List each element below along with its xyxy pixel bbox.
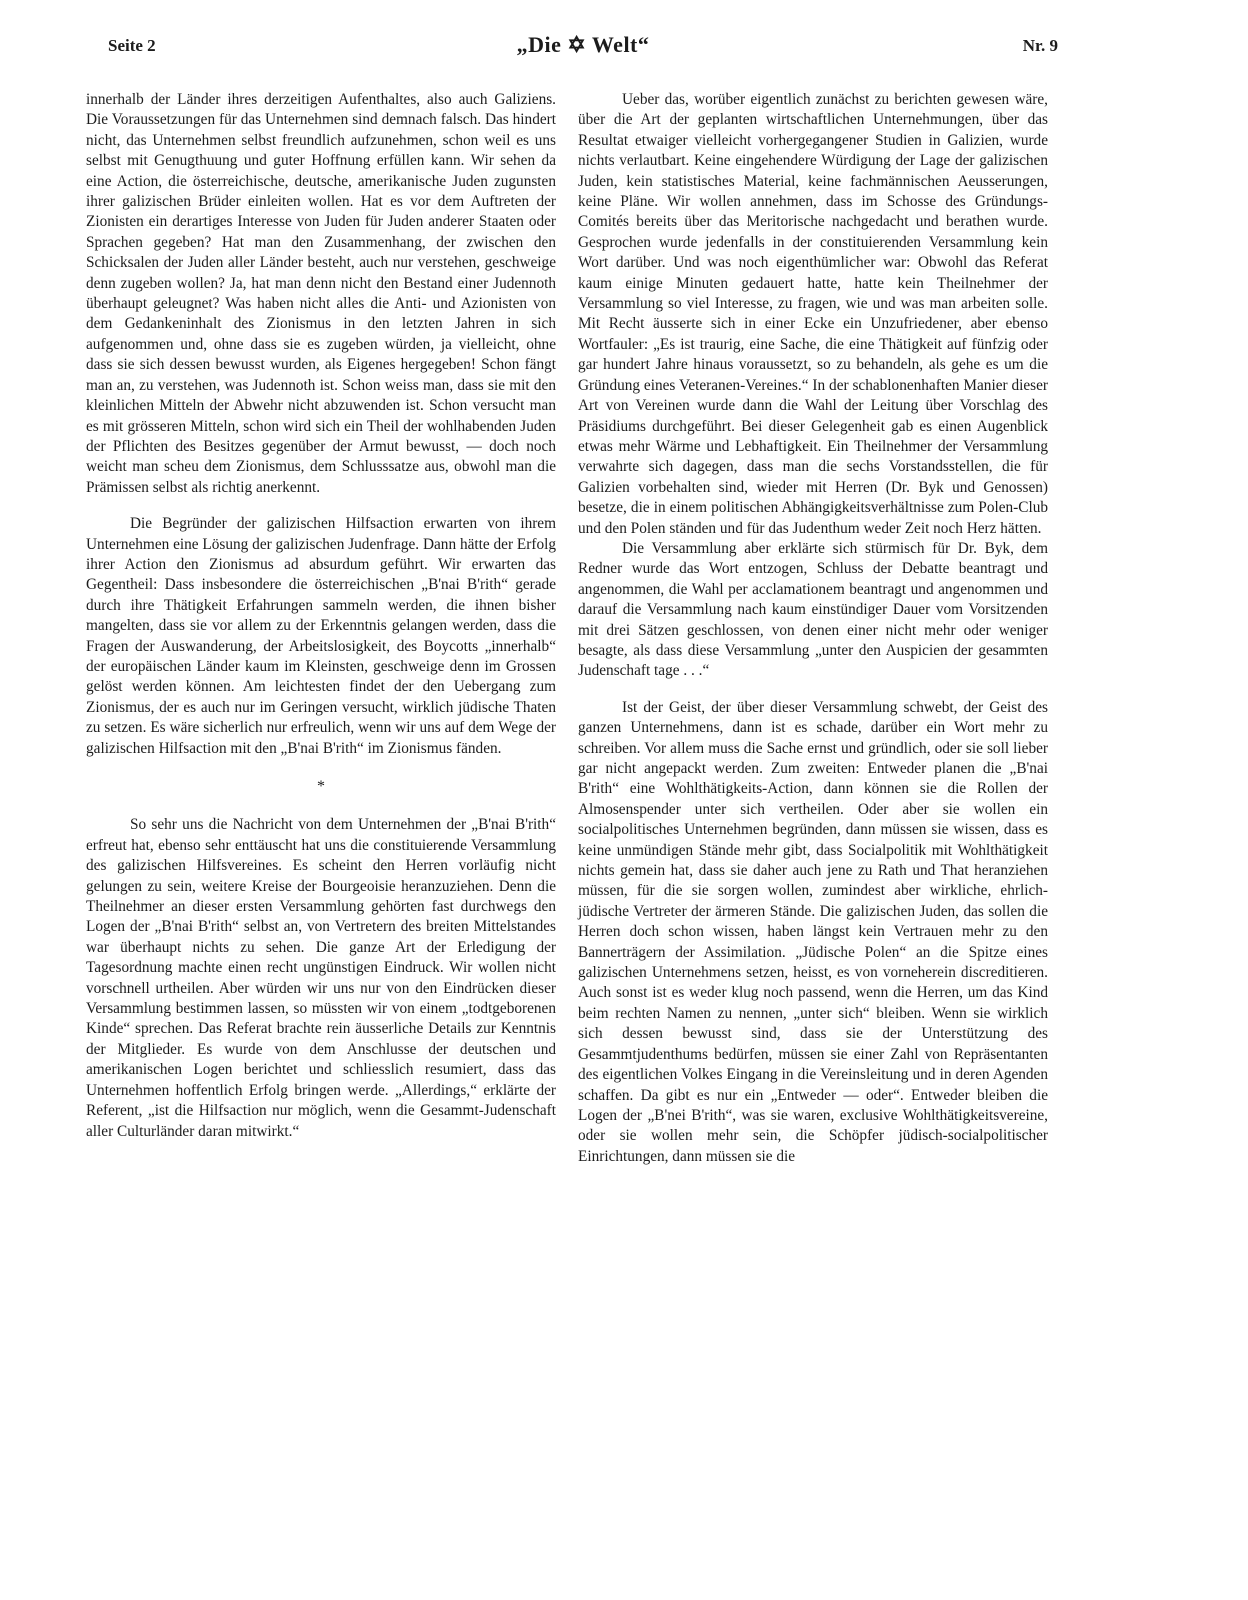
- paragraph: So sehr uns die Nachricht von dem Unternehmen der „B'nai B'rith“ erfreut hat, ebenso sehr enttäuscht hat uns die constituierende Versammlung des galizischen Hilfsvereines. Es scheint den Herren vorläufig nicht gelungen zu sein, weitere Kreise der Bourgeoisie heranzuziehen. Denn die Theilnehmer an dieser ersten Versammlung gehörten fast durchwegs den Logen der „B'nai B'rith“ selbst an, von Vertretern des breiten Mittelstandes war überhaupt nichts zu sehen. Die ganze Art der Erledigung der Tagesordnung machte einen recht ungünstigen Eindruck. Wir wollen nicht vorschnell urtheilen. Aber würden wir uns nur von den Eindrücken dieser Versammlung bestimmen lassen, so müssten wir von einem „todtgeborenen Kinde“ sprechen. Das Referat brachte rein äusserliche Details zur Kenntnis der Mitglieder. Es wurde von dem Anschlusse der deutschen und amerikanischen Logen berichtet und schliesslich resumiert, dass das Unternehmen hoffentlich Erfolg bringen werde. „Allerdings,“ erklärte der Referent, „ist die Hilfsaction nur möglich, wenn die Gesammt-Judenschaft aller Culturländer daran mitwirkt.“: [86, 816, 556, 1140]
- paragraph: Ist der Geist, der über dieser Versammlung schwebt, der Geist des ganzen Unternehmens, dann ist es schade, darüber ein Wort mehr zu schreiben. Vor allem muss die Sache ernst und gründlich, oder sie soll lieber gar nicht angepackt werden. Zum zweiten: Entweder planen die „B'nai B'rith“ eine Wohlthätigkeits-Action, dann können sie die Rollen der Almosenspender unter sich vertheilen. Oder aber sie wollen ein socialpolitisches Unternehmen begründen, dann müssen sie wissen, dass es keine unmündigen Stände mehr gibt, dass Socialpolitik mit Wohlthätigkeit nichts gemein hat, dass sie daher auch jene zu Rath und That heranziehen müssen, für die sie sorgen wollen, zumindest aber wirkliche, ehrlich-jüdische Vertreter der ärmeren Stände. Die galizischen Juden, das sollen die Herren doch schon wissen, haben längst kein Vertrauen mehr zu den Bannerträgern der Assimilation. „Jüdische Polen“ an die Spitze eines galizischen Unternehmens setzen, heisst, es von vorneherein discreditieren. Auch sonst ist es weder klug noch passend, wenn die Herren, um das Kind beim rechten Namen zu nennen, „unter sich“ bleiben. Wenn sie wirklich sich dessen bewusst sind, dass sie der Unterstützung des Gesammtjudenthums bedürfen, müssen sie einer Zahl von Repräsentanten des eigentlichen Volkes Eingang in die Vereinsleitung und in deren Agenden schaffen. Da gibt es nur ein „Entweder — oder“. Entweder bleiben die Logen der „B'nei B'rith“, was sie waren, exclusive Wohlthätigkeitsvereine, oder sie wollen mehr sein, die Schöpfer jüdisch-socialpolitischer Einrichtungen, dann müssen sie die: [578, 698, 1048, 1165]
- section-separator: *: [317, 778, 325, 795]
- right-column: [578, 90, 1048, 1167]
- page-number: Seite 2: [108, 36, 156, 55]
- paragraph: Die Begründer der galizischen Hilfsaction erwarten von ihrem Unternehmen eine Lösung der galizischen Judenfrage. Dann hätte der Erfolg ihrer Action den Zionismus ad absurdum geführt. Wir erwarten das Gegentheil: Dass insbesondere die österreichischen „B'nai B'rith“ gerade durch ihre Thätigkeit Erfahrungen sammeln werden, die ihnen bisher mangelten, dass sie vor allem zu der Erkenntnis gelangen werden, dass die Fragen der Auswanderung, der Arbeitslosigkeit, des Boycotts „innerhalb“ der europäischen Länder kaum im Kleinsten, geschweige denn im Grossen gelöst werden können. Am leichtesten findet der den Uebergang zum Zionismus, der es auch nur im Geringen versucht, wirklich jüdische Thaten zu setzen. Es wäre sicherlich nur erfreulich, wenn wir uns auf dem Wege der galizischen Hilfsaction mit den „B'nai B'rith“ im Zionismus fänden.: [86, 515, 556, 757]
- left-column: [86, 90, 556, 1142]
- paragraph: Ueber das, worüber eigentlich zunächst zu berichten gewesen wäre, über die Art der geplanten wirtschaftlichen Unternehmungen, über das Resultat etwaiger vielleicht vorhergegangener Studien in Galizien, wurde nichts verlautbart. Keine eingehendere Würdigung der Lage der galizischen Juden, kein statistisches Material, keine fachmännischen Aeusserungen, keine Pläne. Wir wollen annehmen, dass im Schosse des Gründungs-Comités bereits über das Meritorische nachgedacht und berathen wurde. Gesprochen wurde jedenfalls in der constituierenden Versammlung kein Wort darüber. Und was noch eigenthümlicher war: Obwohl das Referat kaum einige Minuten gedauert hatte, hatte kein Theilnehmer der Versammlung so viel Interesse, zu fragen, wie und was man arbeiten solle. Mit Recht äusserte sich in einer Ecke ein Unzufriedener, aber ebenso Wortfauler: „Es ist traurig, eine Sache, die eine Thätigkeit auf fünfzig oder gar hundert Jahre hinaus voraussetzt, so zu behandeln, als gehe es um die Gründung eines Veteranen-Vereines.“ In der schablonenhaften Manier dieser Art von Vereinen wurde dann die Wahl der Leitung über Vorschlag des Präsidiums durchgeführt. Bei dieser Gelegenheit gab es einen Augenblick etwas mehr Wärme und Lebhaftigkeit. Ein Theilnehmer der Versammlung verwahrte sich dagegen, dass man die sechs Vorstandsstellen, die für Galizien vorbehalten sind, wieder mit Herren (Dr. Byk und Genossen) besetze, die in einem politischen Abhängigkeitsverhältnisse zum Polen-Club und den Polen ständen und für das Judenthum weder Zeit noch Herz hätten.: [578, 91, 1048, 537]
- page-header: [108, 30, 1058, 64]
- paragraph: innerhalb der Länder ihres derzeitigen Aufenthaltes, also auch Galiziens. Die Voraussetzungen für das Unternehmen sind demnach falsch. Das hindert nicht, das Unternehmen selbst freundlich aufzunehmen, schon weil es uns selbst mit Genugthuung und guter Hoffnung erfüllen kann. Wir sehen da eine Action, die österreichische, deutsche, amerikanische Juden zugunsten ihrer galizischen Brüder einleiten wollen. Hat es vor dem Auftreten der Zionisten ein derartiges Interesse von Juden für Juden anderer Staaten oder Sprachen gegeben? Hat man den Zusammenhang, der zwischen den Schicksalen der Juden aller Länder besteht, auch nur verstehen, geschweige denn zugeben wollen? Ja, hat man denn nicht den Bestand einer Judennoth überhaupt geleugnet? Was haben nicht alles die Anti- und Azionisten von dem Gedankeninhalt des Zionismus in den letzten Jahren in sich aufgenommen und, ohne dass sie es zugeben würden, ja vielleicht, ohne dass sie sich dessen bewusst wurden, als Eigenes hergegeben! Schon fängt man an, zu verstehen, was Judennoth ist. Schon weiss man, dass sie mit den kleinlichen Mitteln der Abwehr nicht abzuwenden ist. Schon versucht man es mit grösseren Mitteln, schon wird sich ein Theil der wohlhabenden Juden der Pflichten des Besitzes gegenüber der Armut bewusst, — doch noch weicht man scheu dem Zionismus, dem Schlusssatze aus, obwohl man die Prämissen selbst als richtig anerkennt.: [86, 91, 556, 496]
- masthead-title: „Die ✡ Welt“: [516, 32, 650, 57]
- paragraph: Die Versammlung aber erklärte sich stürmisch für Dr. Byk, dem Redner wurde das Wort entzogen, Schluss der Debatte beantragt und angenommen, die Wahl per acclamationem beantragt und angenommen und darauf die Versammlung nach kaum einstündiger Dauer vom Vorsitzenden mit drei Sätzen geschlossen, von denen einer nicht mehr oder weniger besagte, als dass diese Versammlung „unter den Auspicien der gesammten Judenschaft tage . . .“: [578, 539, 1048, 680]
- issue-number: Nr. 9: [1022, 36, 1058, 55]
